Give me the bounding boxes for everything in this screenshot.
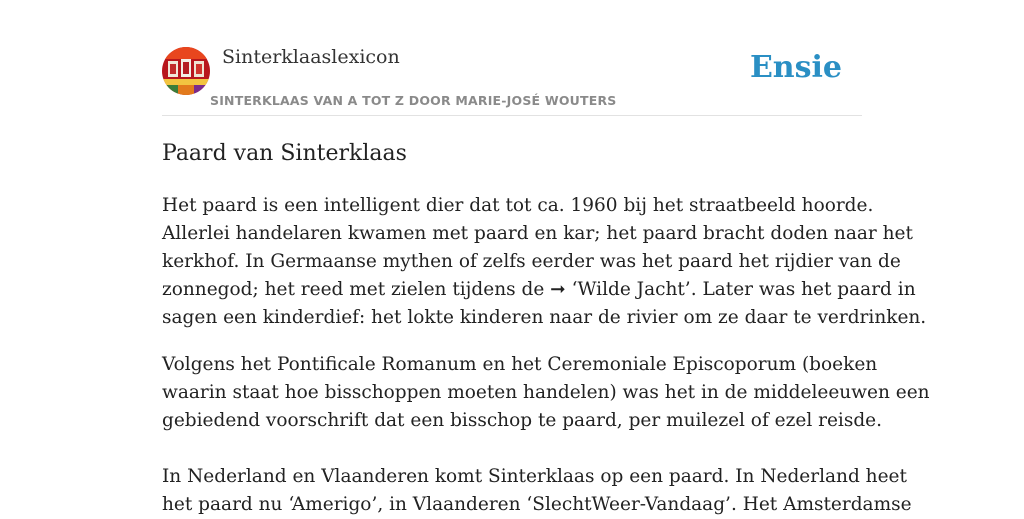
lexicon-subtitle: SINTERKLAAS VAN A TOT Z DOOR MARIE-JOSÉ WOUTERS <box>210 93 617 108</box>
article-body <box>162 192 930 519</box>
wilde-jacht-link-text: ‘Wilde Jacht’ <box>571 279 691 300</box>
paragraph-line: Volgens het Pontificale Romanum en het Ceremoniale Episcoporum (boeken <box>162 354 878 375</box>
paragraph-line: In Nederland en Vlaanderen komt Sinterklaas op een paard. In Nederland heet <box>162 466 907 487</box>
paragraph-line: gebiedend voorschrift dat een bisschop te paard, per muilezel of ezel reisde. <box>162 410 882 431</box>
ensie-logo-link[interactable]: Ensie <box>749 50 842 85</box>
paragraph-line: kerkhof. In Germaanse mythen of zelfs eerder was het paard het rijdier van de <box>162 251 901 272</box>
paragraph-1 <box>162 192 927 332</box>
paragraph-2 <box>162 351 930 435</box>
paragraph-line: Het paard is een intelligent dier dat tot ca. 1960 bij het straatbeeld hoorde. <box>162 195 874 216</box>
paragraph-line: . Later was het paard in <box>690 279 916 300</box>
paragraph-line: sagen een kinderdief: het lokte kinderen naar de rivier om ze daar te verdrinken. <box>162 307 927 328</box>
paragraph-line: het paard nu ‘Amerigo’, in Vlaanderen ‘SlechtWeer-Vandaag’. Het Amsterdamse <box>162 494 912 515</box>
paragraph-line: waarin staat hoe bisschoppen moeten handelen) was het in de middeleeuwen een <box>162 382 930 403</box>
wilde-jacht-link[interactable] <box>550 279 691 300</box>
lexicon-name[interactable]: Sinterklaaslexicon <box>222 46 400 68</box>
site-header <box>162 0 862 116</box>
paragraph-line: Allerlei handelaren kwamen met paard en kar; het paard bracht doden naar het <box>162 223 913 244</box>
arrow-right-icon: ➞ <box>550 279 566 300</box>
sinterklaas-book-cover-icon[interactable] <box>162 47 210 95</box>
paragraph-3 <box>162 463 912 519</box>
paragraph-line: zonnegod; het reed met zielen tijdens de <box>162 279 551 300</box>
page <box>162 0 930 515</box>
article-title: Paard van Sinterklaas <box>162 141 407 166</box>
